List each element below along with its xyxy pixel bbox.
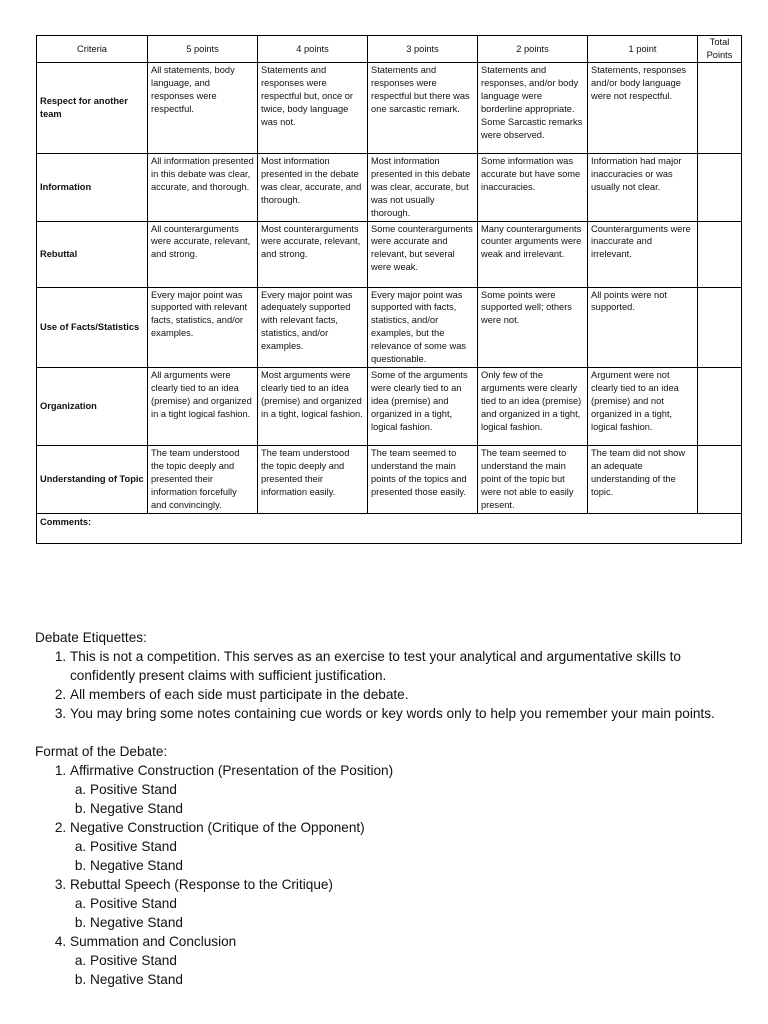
total-points-cell [698,154,742,222]
score-4-cell: Every major point was adequately supported with relevant facts, statistics, and/or examples. [258,287,368,367]
score-1-cell: The team did not show an adequate understanding of the topic. [588,445,698,513]
score-3-cell: Most information presented in this debate was clear, accurate, but was not usually thorough. [368,154,478,222]
etiquette-item: 3. You may bring some notes containing cue words or key words only to help you remember your main points. [70,704,735,723]
format-subitem: a. Positive Stand [90,837,735,856]
format-item-label: Rebuttal Speech (Response to the Critique) [70,877,333,892]
score-4-cell: Statements and responses were respectful but, once or twice, body language was not. [258,63,368,154]
score-5-cell: All statements, body language, and responses were respectful. [148,63,258,154]
rubric-row-facts-statistics [37,287,742,367]
format-item [70,761,735,818]
format-item [70,875,735,932]
format-subitem: b. Negative Stand [90,799,735,818]
score-5-cell: All information presented in this debate was clear, accurate, and thorough. [148,154,258,222]
etiquettes-list [35,647,735,723]
etiquette-item: 2. All members of each side must participate in the debate. [70,685,735,704]
format-item [70,932,735,989]
score-5-cell: Every major point was supported with relevant facts, statistics, and/or examples. [148,287,258,367]
score-5-cell: The team understood the topic deeply and presented their information forcefully and convincingly. [148,445,258,513]
score-2-cell: Some points were supported well; others were not. [478,287,588,367]
format-sublist [70,780,735,818]
format-sublist [70,951,735,989]
total-points-cell [698,63,742,154]
score-1-cell: All points were not supported. [588,287,698,367]
score-3-cell: Some of the arguments were clearly tied to an idea (premise) and organized in a tight, logical fashion. [368,367,478,445]
score-4-cell: Most arguments were clearly tied to an idea (premise) and organized in a tight, logical fashion. [258,367,368,445]
score-2-cell: Statements and responses, and/or body language were borderline appropriate. Some Sarcastic remarks were observed. [478,63,588,154]
header-4-points: 4 points [258,36,368,63]
format-subitem: b. Negative Stand [90,856,735,875]
score-4-cell: Most information presented in the debate was clear, accurate, and thorough. [258,154,368,222]
score-3-cell: The team seemed to understand the main points of the topics and presented those easily. [368,445,478,513]
score-4-cell: Most counterarguments were accurate, relevant, and strong. [258,221,368,287]
total-points-cell [698,221,742,287]
instructions-section [35,628,735,989]
format-sublist [70,837,735,875]
header-total-points: Total Points [698,36,742,63]
comments-cell: Comments: [37,513,742,543]
score-3-cell: Statements and responses were respectful but there was one sarcastic remark. [368,63,478,154]
total-points-cell [698,445,742,513]
score-1-cell: Statements, responses and/or body language were not respectful. [588,63,698,154]
rubric-row-understanding [37,445,742,513]
section-spacer [35,723,735,742]
score-2-cell: The team seemed to understand the main point of the topic but were not able to easily present. [478,445,588,513]
etiquettes-title: Debate Etiquettes: [35,630,147,645]
score-5-cell: All arguments were clearly tied to an idea (premise) and organized in a tight logical fashion. [148,367,258,445]
format-subitem: a. Positive Stand [90,894,735,913]
format-subitem: a. Positive Stand [90,951,735,970]
criteria-cell: Organization [37,367,148,445]
score-1-cell: Information had major inaccuracies or was usually not clear. [588,154,698,222]
score-1-cell: Argument were not clearly tied to an idea (premise) and not organized in a tight, logical fashion. [588,367,698,445]
header-2-points: 2 points [478,36,588,63]
score-2-cell: Many counterarguments counter arguments were weak and irrelevant. [478,221,588,287]
etiquette-item: 1. This is not a competition. This serves as an exercise to test your analytical and argumentative skills to confidently present claims with sufficient justification. [70,647,735,685]
format-item [70,818,735,875]
format-item-label: Affirmative Construction (Presentation of the Position) [70,763,394,778]
total-points-cell [698,367,742,445]
score-3-cell: Every major point was supported with facts, statistics, and/or examples, but the relevance of some was questionable. [368,287,478,367]
format-list [35,761,735,989]
format-item-label: Negative Construction (Critique of the Opponent) [70,820,365,835]
debate-rubric-table [36,35,742,544]
score-2-cell: Only few of the arguments were clearly tied to an idea (premise) and organized in a tight, logical fashion. [478,367,588,445]
score-2-cell: Some information was accurate but have some inaccuracies. [478,154,588,222]
rubric-row-respect [37,63,742,154]
rubric-header-row [37,36,742,63]
criteria-cell: Respect for another team [37,63,148,154]
score-5-cell: All counterarguments were accurate, relevant, and strong. [148,221,258,287]
header-5-points: 5 points [148,36,258,63]
score-3-cell: Some counterarguments were accurate and relevant, but several were weak. [368,221,478,287]
format-subitem: a. Positive Stand [90,780,735,799]
format-sublist [70,894,735,932]
criteria-cell: Rebuttal [37,221,148,287]
score-1-cell: Counterarguments were inaccurate and irrelevant. [588,221,698,287]
header-3-points: 3 points [368,36,478,63]
header-1-point: 1 point [588,36,698,63]
format-item-label: Summation and Conclusion [70,934,237,949]
rubric-row-organization [37,367,742,445]
criteria-cell: Information [37,154,148,222]
criteria-cell: Use of Facts/Statistics [37,287,148,367]
rubric-row-information [37,154,742,222]
rubric-comments-row [37,513,742,543]
criteria-cell: Understanding of Topic [37,445,148,513]
format-title: Format of the Debate: [35,744,168,759]
format-subitem: b. Negative Stand [90,913,735,932]
total-points-cell [698,287,742,367]
rubric-row-rebuttal [37,221,742,287]
format-subitem: b. Negative Stand [90,970,735,989]
score-4-cell: The team understood the topic deeply and presented their information easily. [258,445,368,513]
header-criteria: Criteria [37,36,148,63]
